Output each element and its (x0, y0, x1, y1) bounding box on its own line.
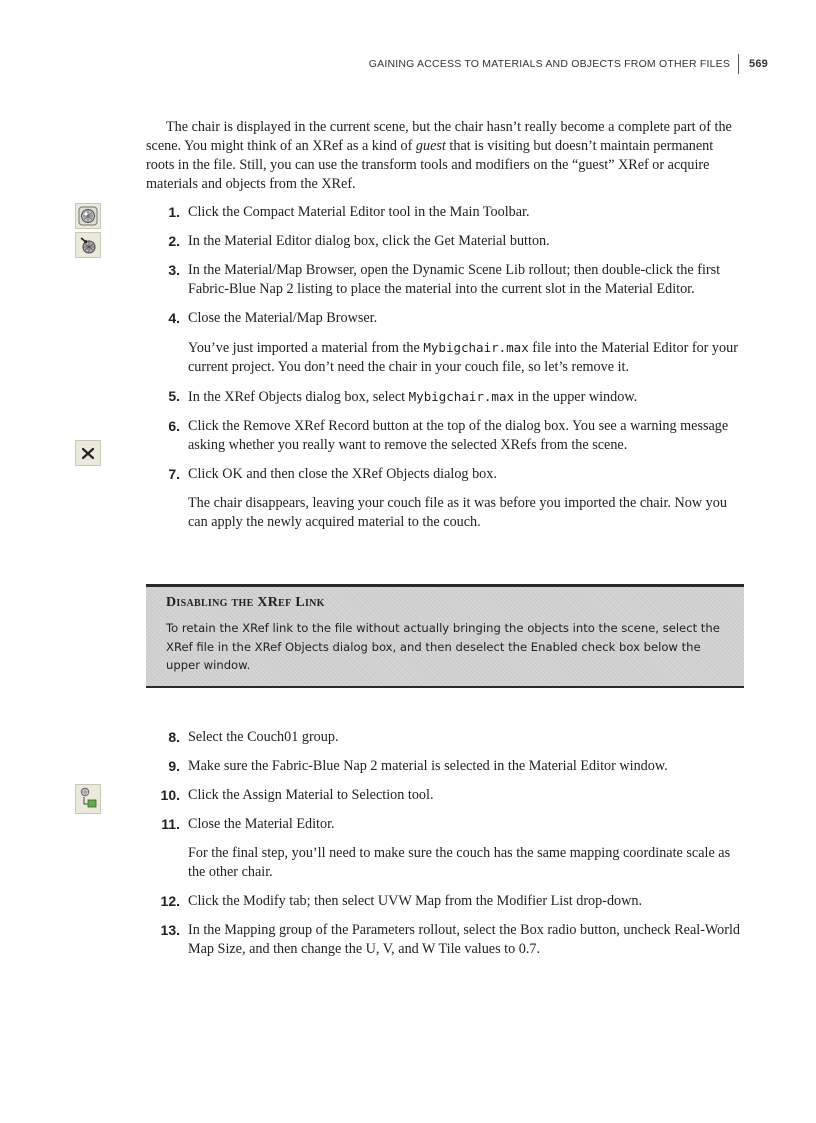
list-item: 12. Click the Modify tab; then select UVW Map from the Modifier List drop-down. (160, 893, 643, 909)
steps-list-b (146, 387, 744, 484)
filename-code: Mybigchair.max (408, 389, 514, 404)
emphasis-guest: guest (415, 138, 446, 154)
list-item: 1. Click the Compact Material Editor tool in the Main Toolbar. (168, 204, 530, 220)
filename-code: Mybigchair.max (423, 340, 529, 355)
steps-list-d (146, 892, 744, 959)
list-item: 6. Click the Remove XRef Record button at the top of the dialog box. You see a warning message asking whether you really want to remove the selected XRefs from the scene. (168, 418, 729, 453)
list-item: 8. Select the Couch01 group. (168, 729, 339, 745)
list-item: 9. Make sure the Fabric-Blue Nap 2 material is selected in the Material Editor window. (168, 758, 668, 774)
list-item: 10. Click the Assign Material to Selection tool. (160, 787, 434, 803)
running-title: GAINING ACCESS TO MATERIALS AND OBJECTS FROM OTHER FILES (368, 58, 731, 70)
running-header (369, 54, 768, 74)
page-content (146, 118, 744, 532)
note-chair-disappears: The chair disappears, leaving your couch file as it was before you imported the chair. Now you can apply the newly acquired material to the couch. (188, 495, 727, 530)
page-content-continued (146, 728, 744, 959)
page-number: 569 (749, 58, 768, 70)
intro-paragraph: The chair is displayed in the current scene, but the chair hasn’t really become a complete part of the scene. You might think of an XRef as a kind of guest that is visiting but doesn’t maintain permanent roots in the file. Still, you can use the transform tools and modifiers on the “guest” XRef or acquire materials and objects from the XRef. (146, 119, 732, 192)
list-item: 11. Close the Material Editor. (161, 816, 335, 832)
remove-xref-icon (75, 440, 101, 466)
list-item: 7. Click OK and then close the XRef Objects dialog box. (168, 466, 497, 482)
list-item: 2. In the Material Editor dialog box, click the Get Material button. (168, 233, 550, 249)
list-item: 5. In the XRef Objects dialog box, select Mybigchair.max in the upper window. (168, 388, 638, 405)
list-item: 13. In the Mapping group of the Parameters rollout, select the Box radio button, uncheck Real-World Map Size, and then change the U, V, and W Tile values to 0.7. (160, 922, 741, 957)
steps-list-c (146, 728, 744, 834)
note-final-step: For the final step, you’ll need to make sure the couch has the same mapping coordinate scale as the other chair. (188, 845, 731, 880)
sidebar-title: Disabling the XRef Link (166, 595, 325, 610)
assign-material-icon (75, 784, 101, 814)
header-divider (738, 54, 739, 74)
get-material-icon (75, 232, 101, 258)
sidebar-body: To retain the XRef link to the file without actually bringing the objects into the scene, select the XRef file in the XRef Objects dialog box, and then deselect the Enabled check box below the upper window. (166, 621, 720, 672)
list-item: 3. In the Material/Map Browser, open the Dynamic Scene Lib rollout; then double-click the first Fabric-Blue Nap 2 listing to place the material into the current slot in the Material Editor. (168, 262, 721, 297)
steps-list-a (146, 203, 744, 328)
material-editor-icon (75, 203, 101, 229)
list-item: 4. Close the Material/Map Browser. (168, 310, 378, 326)
note-imported-material: You’ve just imported a material from the Mybigchair.max file into the Material Editor for your current project. You don’t need the chair in your couch file, so let’s remove it. (188, 340, 738, 375)
sidebar-note (146, 584, 744, 688)
